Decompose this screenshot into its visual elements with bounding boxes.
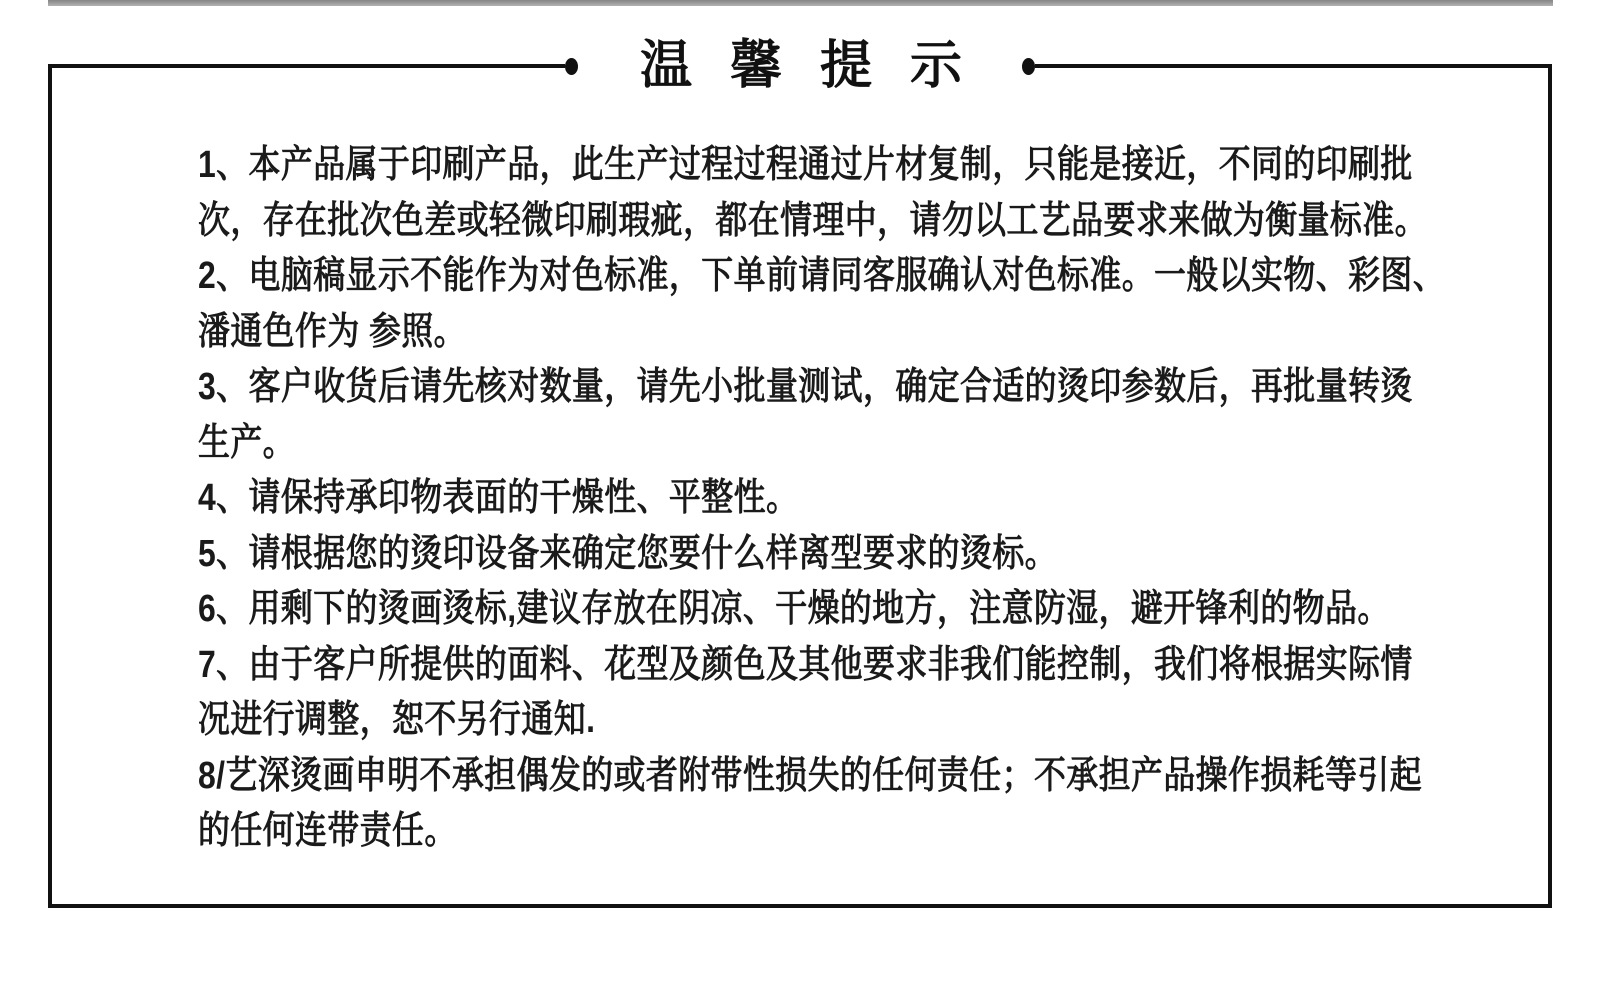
notice-line: 3、客户收货后请先核对数量，请先小批量测试，确定合适的烫印参数后，再批量转烫: [198, 366, 1413, 408]
notice-line: 8/艺深烫画申明不承担偶发的或者附带性损失的任何责任；不承担产品操作损耗等引起: [198, 754, 1423, 797]
title-rule-left: [48, 64, 565, 68]
notice-line: 6、用剩下的烫画烫标,建议存放在阴凉、干燥的地方，注意防湿，避开锋利的物品。: [198, 588, 1390, 630]
page-title: 温馨提示: [640, 37, 1001, 95]
top-gray-bar: [48, 0, 1553, 6]
notice-box: [48, 37, 1552, 908]
notice-line: 次，存在批次色差或轻微印刷瑕疵，都在情理中，请勿以工艺品要求来做为衡量标准。: [198, 199, 1427, 242]
notice-line: 1、本产品属于印刷产品，此生产过程过程通过片材复制，只能是接近，不同的印刷批: [198, 144, 1413, 186]
divider-dot-right-icon: [1022, 58, 1035, 75]
notice-line: 生产。: [198, 421, 296, 464]
title-rule-right: [1035, 64, 1552, 68]
notice-line: 2、电脑稿显示不能作为对色标准，下单前请同客服确认对色标准。一般以实物、彩图、: [198, 255, 1446, 297]
notice-line: 潘通色作为 参照。: [198, 310, 467, 353]
notice-line: 的任何连带责任。: [198, 810, 457, 852]
notice-line: 4、请保持承印物表面的干燥性、平整性。: [198, 477, 799, 519]
notice-line: 5、请根据您的烫印设备来确定您要什么样离型要求的烫标。: [198, 532, 1058, 575]
notice-line: 7、由于客户所提供的面料、花型及颜色及其他要求非我们能控制，我们将根据实际情: [198, 643, 1413, 686]
divider-dot-left-icon: [565, 58, 578, 75]
notice-body: [198, 138, 1446, 860]
title-divider-row: [48, 37, 1552, 95]
notice-line: 况进行调整，恕不另行通知.: [198, 699, 596, 741]
